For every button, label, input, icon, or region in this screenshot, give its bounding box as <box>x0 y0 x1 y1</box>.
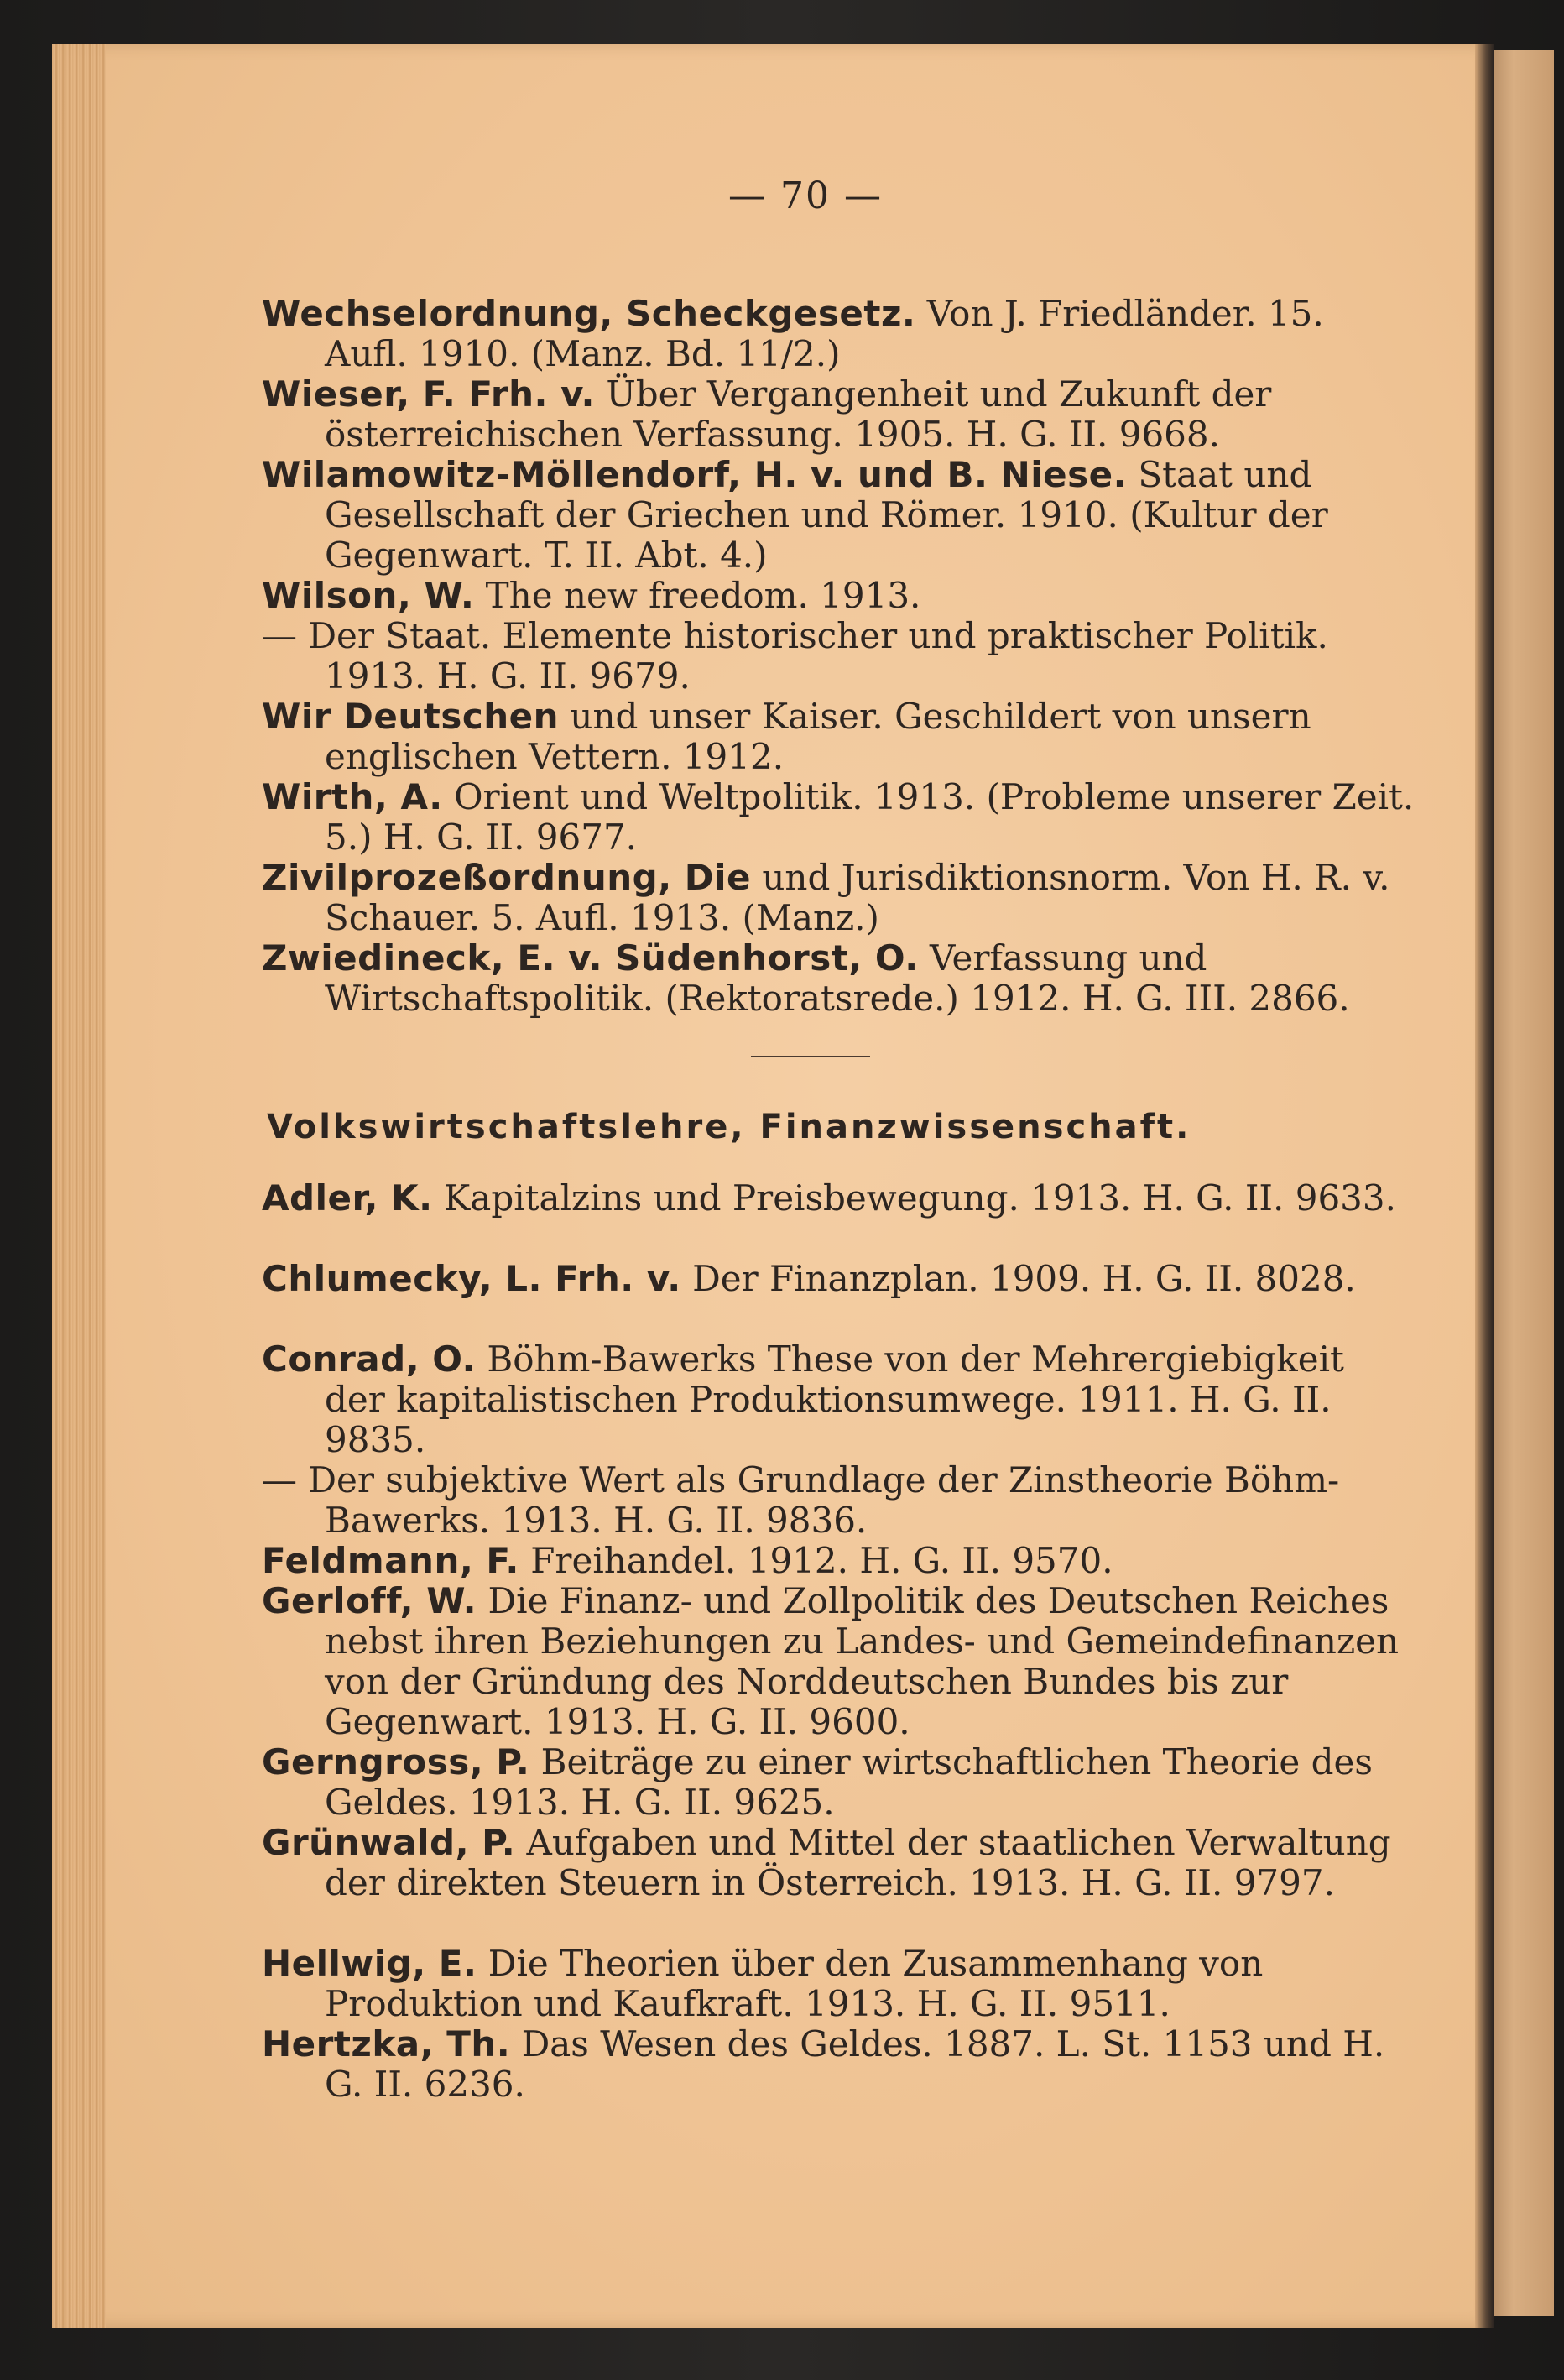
bibliography-entry <box>262 777 1415 858</box>
entry-text: Von J. Friedländer. 15. Aufl. 1910. (Manz. Bd. 11/2.) <box>325 293 1324 374</box>
bibliography-entry <box>262 2024 1415 2105</box>
bibliography-entry <box>262 374 1415 455</box>
bibliography-entry <box>262 697 1415 777</box>
entry-author: Hertzka, Th. <box>262 2023 511 2064</box>
entry-author: Conrad, O. <box>262 1339 477 1380</box>
entry-author: Hellwig, E. <box>262 1943 477 1984</box>
bibliography-entry <box>262 1259 1415 1299</box>
entry-author: Grünwald, P. <box>262 1822 516 1863</box>
entry-text: Der Finanzplan. 1909. H. G. II. 8028. <box>680 1258 1356 1299</box>
bibliography-entry <box>262 1742 1415 1823</box>
bibliography-entry <box>262 1581 1415 1742</box>
bibliography-entry <box>262 576 1415 616</box>
entry-text: The new freedom. 1913. <box>474 575 921 616</box>
entry-author: Wir Deutschen <box>262 696 560 737</box>
entry-text: Die Finanz- und Zollpolitik des Deutschen Reiches nebst ihren Beziehungen zu Landes- und Gemeindefinanzen von der Gründung des Norddeutschen Bundes bis zur Gegenwart. 1913. H. G. II. 9600. <box>325 1580 1399 1742</box>
section-heading: Volkswirtschaftslehre, Finanzwissenschaft. <box>267 1108 1191 1146</box>
bibliography-entry <box>262 1541 1415 1581</box>
bibliography-entry <box>262 294 1415 374</box>
entry-text: Aufgaben und Mittel der staatlichen Verwaltung der direkten Steuern in Österreich. 1913. H. G. II. 9797. <box>325 1822 1391 1903</box>
bibliography-entry <box>262 1944 1415 2024</box>
entry-text: und Jurisdiktionsnorm. Von H. R. v. Schauer. 5. Aufl. 1913. (Manz.) <box>325 857 1390 938</box>
entry-text: Das Wesen des Geldes. 1887. L. St. 1153 und H. G. II. 6236. <box>325 2023 1385 2105</box>
bibliography-entry <box>262 938 1415 1019</box>
book-gutter <box>1475 44 1494 2328</box>
entry-text: Verfassung und Wirtschaftspolitik. (Rektoratsrede.) 1912. H. G. III. 2866. <box>325 937 1350 1019</box>
entry-author: Zivilprozeßordnung, Die <box>262 857 752 898</box>
bibliography-entry <box>262 858 1415 938</box>
bibliography-entry <box>262 1178 1415 1219</box>
entry-text: Staat und Gesellschaft der Griechen und Römer. 1910. (Kultur der Gegenwart. T. II. Abt. 4.) <box>325 454 1328 576</box>
entry-text: Beiträge zu einer wirtschaftlichen Theorie des Geldes. 1913. H. G. II. 9625. <box>325 1741 1373 1823</box>
page-stack-edge <box>52 44 106 2328</box>
bibliography-entry <box>262 1460 1415 1541</box>
entry-author: Wieser, F. Frh. v. <box>262 373 596 415</box>
entry-author: Wechselordnung, Scheckgesetz. <box>262 293 916 334</box>
entry-author: Wilamowitz-Möllendorf, H. v. und B. Niese. <box>262 454 1128 495</box>
entry-text: — Der Staat. Elemente historischer und praktischer Politik. 1913. H. G. II. 9679. <box>262 615 1328 697</box>
entry-author: Feldmann, F. <box>262 1540 519 1581</box>
entry-author: Adler, K. <box>262 1177 433 1219</box>
bibliography-entry <box>262 1339 1415 1460</box>
next-page-edge <box>1492 50 1554 2316</box>
entry-text: Die Theorien über den Zusammenhang von Produktion und Kaufkraft. 1913. H. G. II. 9511. <box>325 1943 1264 2024</box>
entry-author: Gerloff, W. <box>262 1580 477 1621</box>
entry-author: Chlumecky, L. Frh. v. <box>262 1258 681 1299</box>
entry-text: und unser Kaiser. Geschildert von unsern englischen Vettern. 1912. <box>325 696 1311 777</box>
entry-author: Wirth, A. <box>262 776 443 817</box>
entry-text: Freihandel. 1912. H. G. II. 9570. <box>519 1540 1113 1581</box>
page-number: — 70 — <box>728 175 883 217</box>
bibliography-entry <box>262 455 1415 576</box>
entry-text: Über Vergangenheit und Zukunft der österreichischen Verfassung. 1905. H. G. II. 9668. <box>325 373 1272 455</box>
entry-text: Kapitalzins und Preisbewegung. 1913. H. G. II. 9633. <box>432 1177 1396 1219</box>
entry-text: Orient und Weltpolitik. 1913. (Probleme unserer Zeit. 5.) H. G. II. 9677. <box>325 776 1415 858</box>
entry-author: Gerngross, P. <box>262 1741 530 1782</box>
entry-text: — Der subjektive Wert als Grundlage der Zinstheorie Böhm-Bawerks. 1913. H. G. II. 9836. <box>262 1459 1340 1541</box>
bibliography-entry <box>262 616 1415 697</box>
entry-author: Zwiedineck, E. v. Südenhorst, O. <box>262 937 919 979</box>
bibliography-entry <box>262 1823 1415 1903</box>
entry-author: Wilson, W. <box>262 575 475 616</box>
section-divider <box>751 1056 870 1057</box>
entry-text: Böhm-Bawerks These von der Mehrergiebigkeit der kapitalistischen Produktionsumwege. 1911. H. G. II. 9835. <box>325 1339 1344 1460</box>
